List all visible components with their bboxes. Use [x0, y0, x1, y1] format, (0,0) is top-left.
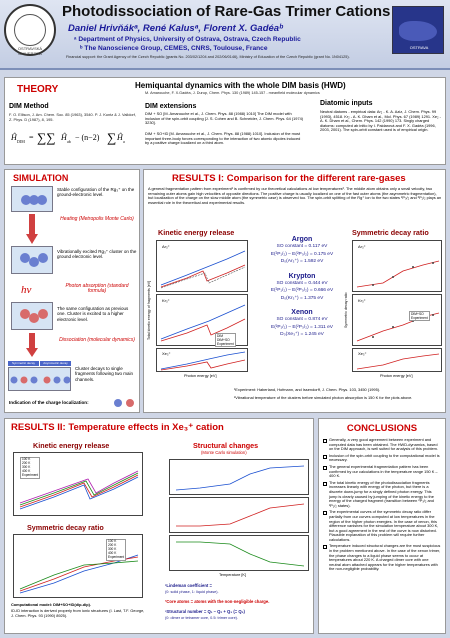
r2-ker-legend	[20, 457, 40, 479]
sym-plot-kr	[352, 294, 442, 346]
ker-plot-xe	[156, 348, 248, 372]
sym-ratio-title: Symmetric decay ratio	[352, 228, 429, 237]
poster-header	[0, 0, 450, 70]
ext-heading: DIM extensions	[145, 103, 197, 110]
dim-citation: F. O. Ellison, J. Am. Chem. Soc. 85 (1963), 3540. P. J. Kuntz & J. Valldorf, Z. Phys. D (1987), 8, 195.	[9, 112, 137, 122]
dim-formula	[11, 125, 135, 149]
r2-structnum-plot	[169, 535, 309, 571]
argon-split: E(²P₁/₂) – E(²P₃/₂) = 0.175 eV	[270, 251, 334, 257]
conclusions-heading: CONCLUSIONS	[346, 423, 418, 434]
bullet-icon	[323, 466, 327, 470]
diatomic-heading: Diatomic inputs	[320, 100, 373, 107]
r2-sym-legend	[106, 539, 126, 561]
ker-legend	[215, 333, 236, 347]
sym-label-ar: Ar₃⁺	[358, 244, 366, 249]
svg-text:Ĥ: Ĥ	[117, 133, 123, 142]
conclusion-item: Generally, a very good agreement between experiment and computed data has been obtained. The HWD-dynamics, based on the DIM approach, is well suited for analysis of this problem.	[323, 438, 441, 452]
r2-lindemann: ¹Lindeman coefficient =	[165, 583, 212, 588]
r2-sym-legend-200: 200 K	[108, 542, 117, 547]
r2-structnum: ³Structural number = Q₁ – Q₂ + Q₃ (= Q₅)	[165, 609, 245, 614]
affiliation-b: ᵇ The Nanoscience Group, CEMES, CNRS, Toulouse, France	[80, 45, 268, 52]
sim-step-4: Cluster decays to single fragments following two main channels.	[75, 366, 134, 382]
bullet-icon	[323, 482, 327, 486]
krypton-d0: D₀(Kr₃⁺) = 1.375 eV	[280, 295, 324, 301]
results-2-section	[4, 418, 314, 634]
ext-text-1: DIM + SO [M. Amarouche et al., J. Chem. Phys. 88 (1988) 1010] The DIM model with inclusion of the spin-orbit coupling [J. S. Cohen and B. Schneider, J. Chem. Phys. 64 (1974) 3230].	[145, 111, 304, 126]
cluster-3-image	[11, 302, 53, 330]
university-logo	[4, 4, 56, 56]
krypton-so: SO constant = 0.444 eV	[276, 280, 328, 286]
results-1-heading: RESULTS I: Comparison for the different rare-gases	[172, 173, 406, 184]
simulation-section	[4, 169, 140, 413]
conclusion-item: The total kinetic energy of the photodissociation fragments increases linearly with energy of the photon, but there is a discrete down-jump for a singly defined photon energy. This jump is clearly caused by jumping of the kinetic energy to the energy of the charged fragment (transition between ²P₃/₂ and ²P₁/₂ states).	[323, 481, 441, 509]
sym-plot-ar	[352, 240, 442, 292]
r2-core: ²Core atoms = atoms with the non-negligible charge.	[165, 599, 270, 604]
r2-lindemann-plot	[169, 459, 309, 495]
affiliation-a: ᵃ Department of Physics, University of Ostrava, Ostrava, Czech Republic	[74, 36, 301, 43]
conclusion-item: Inclusion of the spin-orbit coupling to the computational model is necessary.	[323, 454, 441, 463]
r2-structnum-note: (0: dimer or tetramer core, 0.5: trimer core).	[165, 616, 239, 620]
asymmetric-label: Asymmetric decay	[40, 361, 71, 366]
funding-note: Financial support: the Grant Agency of the Czech Republic (grants No. 203/02/1204 and 202/06/0146), Ministry of Education of the Czech Republic (grant No. 1N04125).	[66, 55, 350, 59]
ker-ylabel: Total kinetic energy of fragments [eV]	[147, 280, 151, 340]
r2-sym-title: Symmetric decay ratio	[27, 523, 104, 532]
sym-xlabel: Photon energy [eV]	[380, 374, 413, 378]
krypton-heading: Krypton	[288, 272, 316, 280]
r2-sym-legend-300: 300 K	[108, 546, 117, 551]
svg-text:Ĥ: Ĥ	[11, 133, 17, 142]
results-1-footnote-2: ²Vibrational temperature of the clusters before simulated photon absorption is 150 K for the plots above.	[234, 395, 413, 400]
decay-channels-image	[8, 367, 71, 391]
svg-text:DIM: DIM	[17, 139, 25, 144]
r2-comp-model: Computational model: DIM+SO+ID(dip-dip).	[11, 602, 91, 607]
sym-legend-dimso: DIM+SO	[411, 312, 424, 316]
sim-dissociation: Dissociation (molecular dynamics)	[59, 337, 135, 343]
r2-legend-200: 200 K	[22, 460, 31, 465]
bullet-icon	[323, 545, 327, 549]
sim-heating: Heating (Metropolis Monte Carlo)	[60, 216, 134, 222]
sym-plot-xe	[352, 348, 442, 372]
logo-emblem	[14, 14, 46, 46]
svg-text:− (n−2): − (n−2)	[75, 133, 100, 142]
results-1-section	[143, 169, 446, 413]
krypton-split: E(²P₁/₂) – E(²P₃/₂) = 0.666 eV	[270, 288, 334, 293]
conclusion-item: Temperature induced structural changes are the most suspicious in the problem mentioned above. In the case of the xenon trimer, the phase changes to a liquid phase seems to occur at temperatures about 220 K. A charged dimer core with one neutral atom attached appears for the higher temperatures with the non-negligible probability.	[323, 544, 441, 572]
ker-xlabel: Photon energy [eV]	[184, 374, 217, 378]
svg-text:ab: ab	[67, 139, 71, 144]
poster-title: Photodissociation of Rare-Gas Trimer Cations	[62, 3, 391, 20]
r2-legend-400: 400 K	[22, 468, 31, 473]
r2-legend-100: 100 K	[22, 457, 31, 461]
sim-photon: Photon absorption (standard formula)	[65, 283, 129, 295]
r2-sym-legend-exp: Experiment	[108, 554, 125, 559]
r2-legend-300: 300 K	[22, 464, 31, 469]
r2-legend-exp: Experiment	[22, 472, 39, 477]
svg-text:∑: ∑	[107, 130, 117, 145]
r2-ker-plot	[13, 452, 143, 516]
svg-text:∑∑: ∑∑	[37, 130, 56, 145]
photon-symbol: hν	[21, 284, 32, 296]
ker-plot-kr	[156, 294, 248, 346]
r2-xlabel: Temperature [K]	[219, 573, 247, 577]
conclusion-item: The experimental curves of the symmetric decay ratio differ partially from our curves computed at low temperatures in the region of the higher photon energies. In the case of xenon, this difference vanishes for the simulation temperature about 300 K, but a good agreement in the rest of the curve is now disturbed. Plausible explanation of this problem will require further calculations.	[323, 510, 441, 542]
results-2-heading: RESULTS II: Temperature effects in Xe₃⁺ cation	[11, 422, 224, 433]
sym-legend-exp: Experiment	[411, 316, 428, 320]
sim-step-3: The same configuration as previous one. Cluster is excited to a higher electronic level.	[57, 306, 129, 322]
ker-title: Kinetic energy release	[158, 228, 235, 237]
xenon-heading: Xenon	[291, 309, 313, 316]
ker-plot-ar	[156, 240, 248, 292]
bullet-icon	[323, 455, 327, 459]
map-shape	[399, 21, 437, 41]
svg-text:Ĥ: Ĥ	[61, 133, 67, 142]
argon-d0: D₀(Ar₃⁺) = 1.592 eV	[280, 259, 324, 264]
conclusions-section	[318, 418, 446, 634]
theory-section	[4, 77, 446, 165]
cluster-2-image	[11, 246, 53, 274]
charge-indicator-icon	[113, 398, 137, 408]
bullet-icon	[323, 511, 327, 515]
plot-label-kr: Kr₃⁺	[162, 298, 170, 303]
logo-text: OSTRAVSKÁ UNIVERZITA	[17, 46, 43, 56]
legend-dimso: DIM+SO	[217, 338, 230, 342]
sym-ylabel: Symmetric decay ratio	[344, 292, 348, 328]
r2-ker-title: Kinetic energy release	[33, 441, 110, 450]
r2-core-plot	[169, 497, 309, 533]
r2-comp-note: ID-ID interaction is derived properly from ionic structures (I. Last, T.F. George, J. Chem. Phys. 93 (1990) 8925).	[11, 608, 145, 618]
xenon-split: E(²P₁/₂) – E(²P₃/₂) = 1.311 eV	[271, 324, 333, 330]
diatomic-text: Neutral diatoms - empirical data: Ar₂ - K. A. Aziz, J. Chem. Phys. 99 (1993), 4518. Kr₂ - A. K. Dham et al., Mol. Phys. 67 (1989) 1291. Xe₂ - A. K. Dham et al., Chem. Phys. 142 (1990) 173. Singly charged diatoms: computed ab initio by I. Paidarová and F. X. Gadéa (1996, 2003, 2001). The spin-orbit constant used is of empirical origin.	[320, 109, 441, 133]
down-arrow-icon-2	[26, 333, 38, 357]
gas-constants	[256, 236, 348, 339]
sym-legend	[409, 311, 430, 321]
svg-text:=: =	[29, 133, 34, 142]
down-arrow-icon	[26, 214, 38, 244]
ext-text-2: DIM + SO+ID [M. Amarouche et al., J. Chem. Phys. 88 (1988) 1010]. Inclusion of the most important three-body forces corresponding to the interaction of two atomic dipoles induced by a positive charge localized on a third atom.	[145, 131, 301, 146]
sym-label-xe: Xe₃⁺	[358, 351, 367, 356]
plot-label-ar: Ar₃⁺	[162, 244, 170, 249]
xenon-so: SO constant = 0.874 eV	[276, 317, 328, 322]
argon-heading: Argon	[291, 236, 313, 243]
symmetric-label: Symmetric decay	[8, 361, 39, 366]
sim-step-2: Vibrationally excited Rg₃⁺ cluster on the ground electronic level.	[57, 249, 137, 260]
r2-sym-plot	[13, 534, 143, 598]
r2-sym-legend-100: 100 K	[108, 539, 117, 543]
legend-exp: Experiment	[217, 342, 234, 346]
sym-label-kr: Kr₃⁺	[358, 298, 366, 303]
legend-dim: DIM	[217, 334, 224, 338]
argon-so: SO constant = 0.117 eV	[276, 244, 328, 249]
map-label: OSTRAVA	[409, 45, 429, 50]
theory-title: Hemiquantal dynamics with the whole DIM basis (HWD)	[135, 81, 346, 90]
r2-lindemann-note: (0: solid phase, 1: liquid phase).	[165, 590, 219, 594]
results-1-footnote-1: ¹Experiment: Haberland, Hofmann, and Issendorff, J. Chem. Phys. 103, 3450 (1995).	[234, 387, 381, 392]
simulation-heading: SIMULATION	[13, 173, 69, 183]
plot-label-xe: Xe₃⁺	[162, 351, 171, 356]
results-1-text: A general fragmentation pattern from experiment¹ is confirmed by our theoretical calculations at low temperatures². The middle atom obtains only a small velocity, two remaining outer atoms gain high velocities of opposite directions. The positive charge is usually localized on one of the fast outer atoms (the asymmetric fragmentation), but localization of the charge on the slow middle atom (the symmetric case) is observed too. The spin-orbit splitting of the Rg⁺ ion to the two states ²P₃/₂ and ²P₁/₂ plays an essential role in the theoretical and experimental results.	[148, 186, 442, 205]
authors: Daniel Hrivňákᵃ, René Kalusᵃ, Florent X. Gadéaᵇ	[68, 23, 284, 34]
r2-struct-sub: (Monte Carlo simulation)	[201, 450, 247, 455]
xenon-d0: D₀(Xe₃⁺) = 1.245 eV	[280, 332, 324, 337]
charge-indicator-text: Indication of the charge localization:	[9, 400, 89, 405]
sim-step-1: Stable configuration of the Rg₃⁺ on the ground-electronic level.	[57, 187, 135, 198]
conclusion-item: The general experimental fragmentation pattern has been confirmed by our calculations in the temperature range 150 K – 400 K.	[323, 465, 441, 479]
bullet-icon	[323, 439, 327, 443]
dim-heading: DIM Method	[9, 103, 49, 110]
theory-heading: THEORY	[17, 84, 59, 95]
svg-text:a: a	[123, 139, 125, 144]
cluster-1-image	[11, 186, 53, 212]
r2-sym-legend-400: 400 K	[108, 550, 117, 555]
theory-citation: M. Amarouche, F. X.Gadéa, J. Durup, Chem. Phys. 130 (1989) 145-157 - meanfield molecular dynamics	[145, 91, 320, 95]
r2-struct-title: Structural changes	[193, 441, 259, 450]
czech-map	[392, 6, 444, 54]
